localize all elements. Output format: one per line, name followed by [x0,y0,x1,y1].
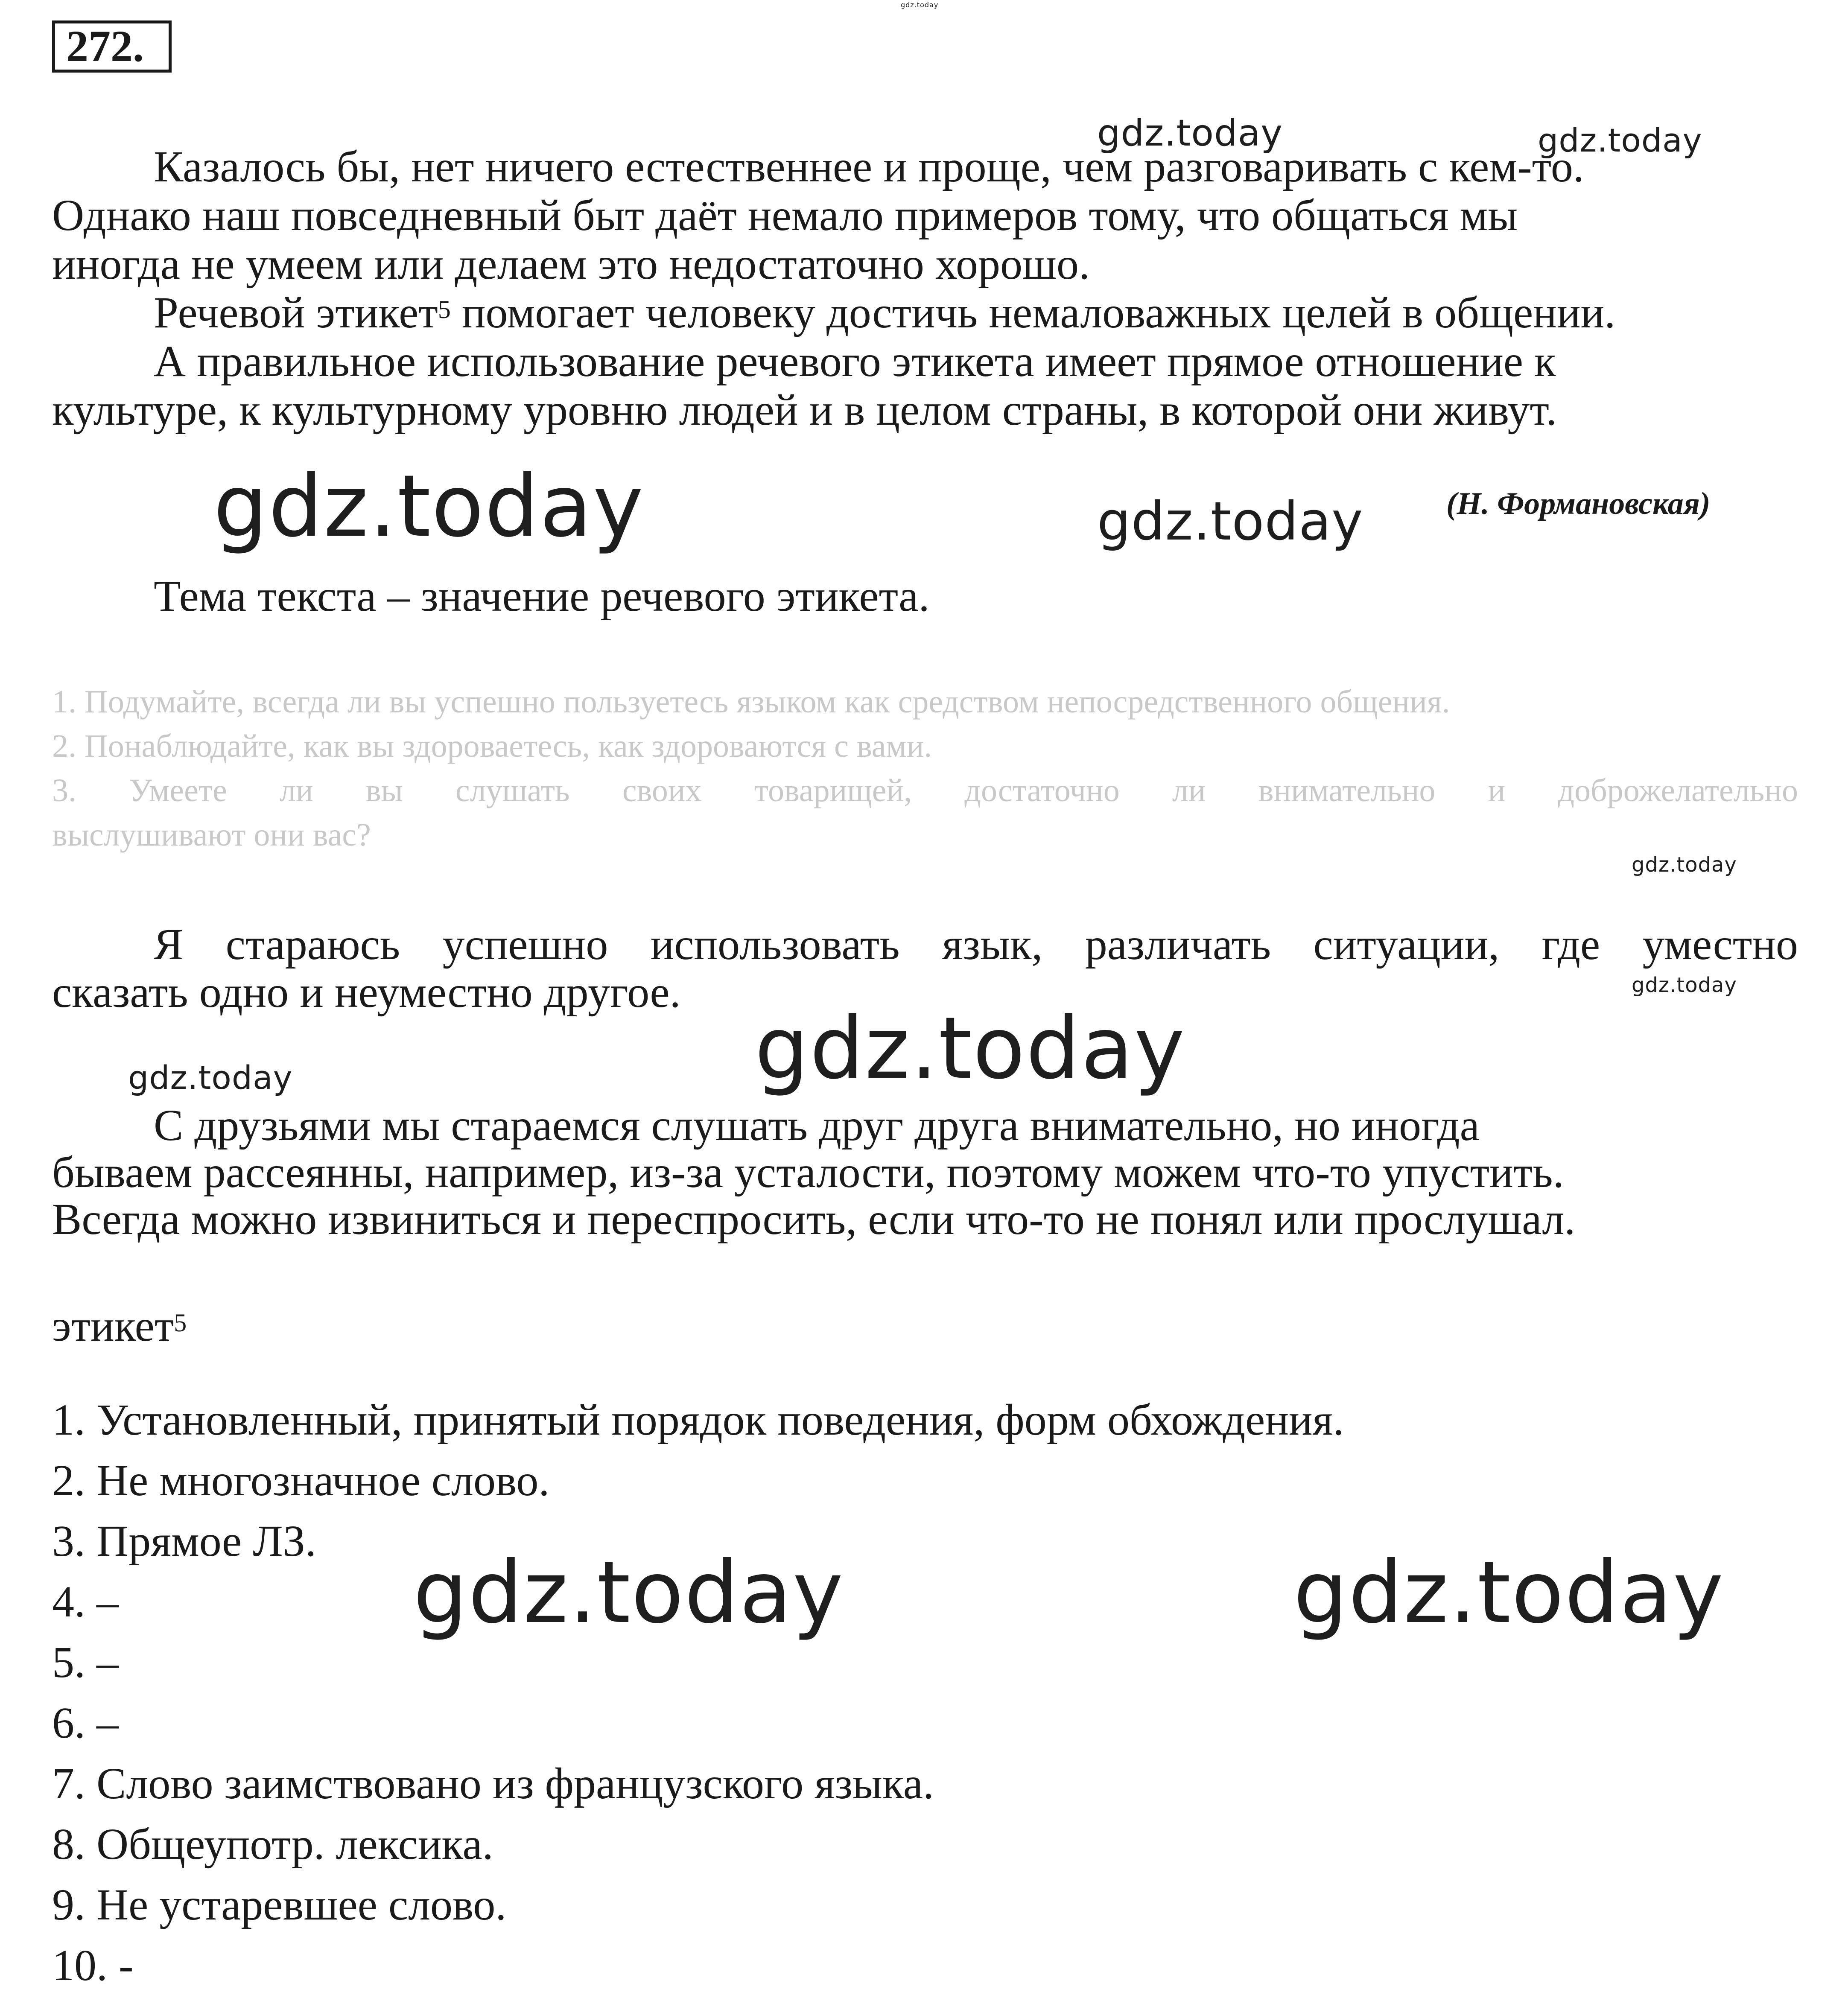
attribution: (Н. Формановская) [1446,486,1711,521]
watermark-xs-1: gdz.today [1632,853,1737,877]
watermark-small-1: gdz.today [1097,112,1283,155]
watermark-large-2: gdz.today [755,999,1186,1098]
analysis-item-7: 7. Слово заимствовано из французского языка. [52,1759,934,1808]
answer-3-line-1: С друзьями мы стараемся слушать друг друга внимательно, но иногда [154,1101,1480,1150]
question-3-line-1: 3. Умеете ли вы слушать своих товарищей, достаточно ли внимательно и доброжелательно [52,773,1798,808]
watermark-large-3: gdz.today [413,1543,844,1642]
analysis-word [52,1302,187,1351]
analysis-item-6: 6. – [52,1698,119,1747]
analysis-footnote: 5 [174,1309,187,1337]
analysis-item-1: 1. Установленный, принятый порядок поведения, форм обхождения. [52,1395,1344,1444]
source-text-line-4 [154,289,1615,337]
answer-1-line-2: сказать одно и неуместно другое. [52,968,681,1017]
theme-answer: Тема текста – значение речевого этикета. [154,572,930,621]
analysis-word-text: этикет [52,1301,174,1351]
analysis-item-9: 9. Не устаревшее слово. [52,1880,507,1929]
source-text-etiquette: Речевой этикет [154,288,438,337]
watermark-medium-1: gdz.today [1097,491,1363,552]
watermark-small-2: gdz.today [1538,121,1702,159]
exercise-number-dot: . [133,22,144,71]
exercise-number [52,20,172,73]
source-text-line-2: Однако наш повседневный быт даёт немало примеров тому, что общаться мы [52,191,1518,240]
source-text-line-5: А правильное использование речевого этикета имеет прямое отношение к [154,337,1556,386]
watermark-tiny-top: gdz.today [901,1,939,9]
watermark-large-4: gdz.today [1293,1543,1725,1642]
watermark-small-3: gdz.today [128,1059,293,1097]
analysis-item-4: 4. – [52,1577,119,1626]
analysis-item-5: 5. – [52,1638,119,1687]
analysis-item-3: 3. Прямое ЛЗ. [52,1517,316,1566]
analysis-item-10: 10. - [52,1941,134,1990]
source-text-line-1: Казалось бы, нет ничего естественнее и проще, чем разговаривать с кем-то. [154,142,1584,191]
answer-1-line-1: Я стараюсь успешно использовать язык, различать ситуации, где уместно [154,920,1798,969]
analysis-item-2: 2. Не многозначное слово. [52,1456,550,1505]
source-text-line-4-rest: помогает человеку достичь немаловажных целей в общении. [450,288,1616,337]
source-text-line-3: иногда не умеем или делаем это недостаточно хорошо. [52,239,1090,289]
watermark-xs-2: gdz.today [1632,973,1737,997]
source-text-line-6: культуре, к культурному уровню людей и в целом страны, в которой они живут. [52,385,1557,435]
answer-3-line-3: Всегда можно извиниться и переспросить, если что-то не понял или прослушал. [52,1195,1576,1244]
answer-3-line-2: бываем рассеянны, например, из-за усталости, поэтому можем что-то упустить. [52,1148,1564,1197]
question-3-line-2: выслушивают они вас? [52,817,371,853]
question-1: 1. Подумайте, всегда ли вы успешно пользуетесь языком как средством непосредственного общения. [52,684,1450,720]
exercise-number-value: 272 [66,22,133,71]
watermark-large-1: gdz.today [213,457,645,556]
footnote-marker: 5 [438,295,451,324]
question-2: 2. Понаблюдайте, как вы здороваетесь, как здороваются с вами. [52,728,932,764]
analysis-item-8: 8. Общеупотр. лексика. [52,1820,493,1869]
